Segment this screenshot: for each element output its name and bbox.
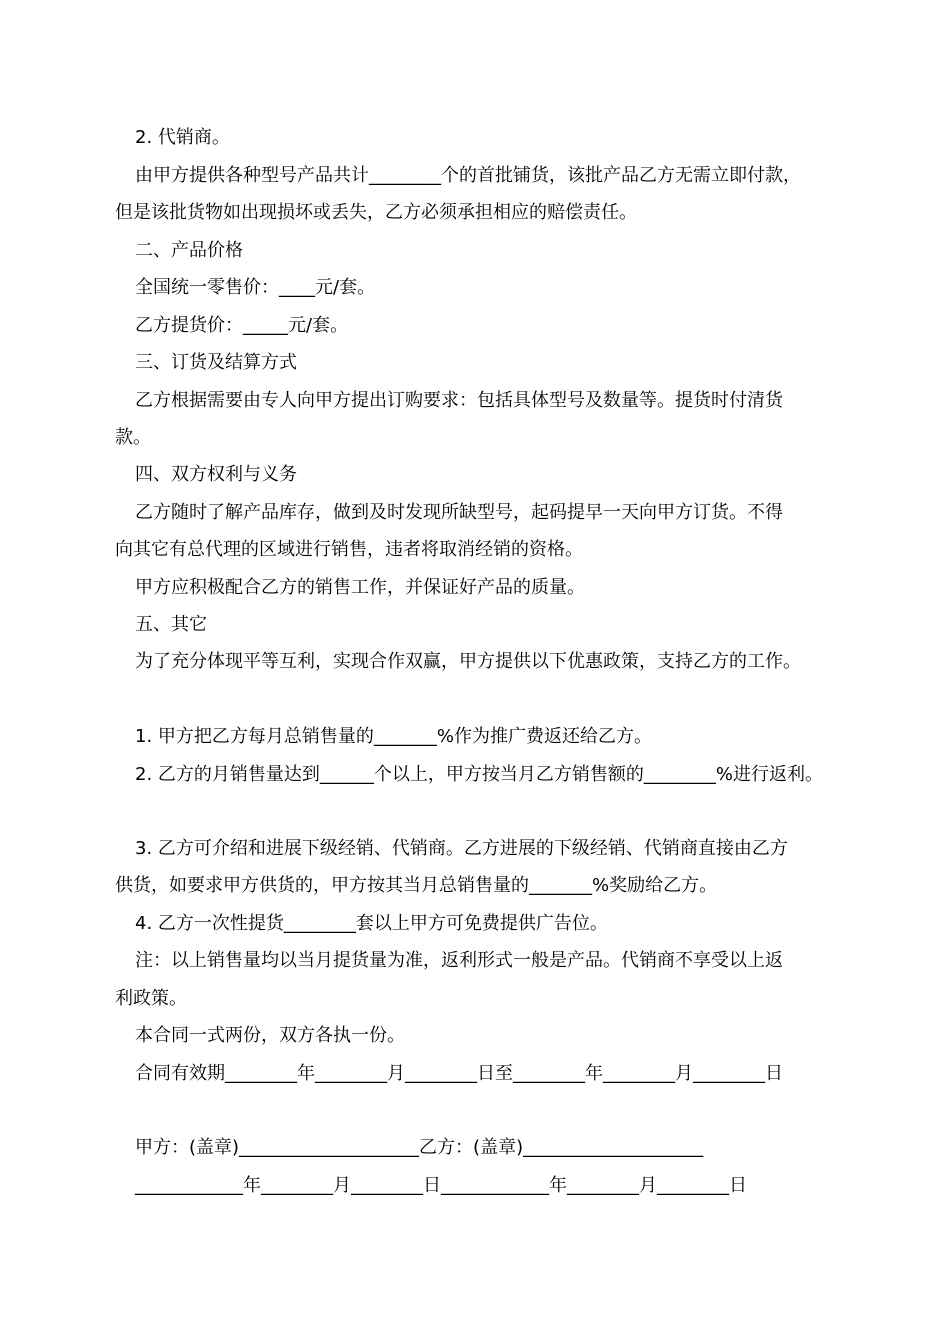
note-line: 注：以上销售量均以当月提货量为准，返利形式一般是产品。代销商不享受以上返: [135, 950, 783, 971]
paragraph-line: 甲方应积极配合乙方的销售工作，并保证好产品的质量。: [135, 577, 585, 598]
note-line: 利政策。: [115, 988, 187, 1009]
policy-item-4: 4. 乙方一次性提货________套以上甲方可免费提供广告位。: [135, 913, 608, 934]
paragraph-line: 款。: [115, 427, 151, 448]
paragraph-line: 供货，如要求甲方供货的，甲方按其当月总销售量的_______%奖励给乙方。: [115, 875, 718, 896]
signature-line: 甲方：(盖章)____________________乙方：(盖章)____________________: [135, 1137, 704, 1158]
section-heading-other: 五、其它: [135, 614, 207, 635]
paragraph-line: 乙方随时了解产品库存，做到及时发现所缺型号，起码提早一天向甲方订货。不得: [135, 502, 783, 523]
policy-item-2: 2. 乙方的月销售量达到______个以上，甲方按当月乙方销售额的________%进行返利。: [135, 764, 823, 785]
policy-item-3: 3. 乙方可介绍和进展下级经销、代销商。乙方进展的下级经销、代销商直接由乙方: [135, 838, 788, 859]
section-heading-ordering: 三、订货及结算方式: [135, 352, 297, 373]
policy-item-1: 1. 甲方把乙方每月总销售量的_______%作为推广费返还给乙方。: [135, 726, 652, 747]
paragraph-line: 向其它有总代理的区域进行销售，违者将取消经销的资格。: [115, 539, 583, 560]
copies-line: 本合同一式两份，双方各执一份。: [135, 1025, 405, 1046]
validity-period-line: 合同有效期________年________月________日至________年________月________日: [135, 1063, 783, 1084]
signature-date-line: ____________年________月________日____________年________月________日: [135, 1175, 747, 1196]
paragraph-line: 为了充分体现平等互利，实现合作双赢，甲方提供以下优惠政策，支持乙方的工作。: [135, 651, 801, 672]
paragraph-line: 但是该批货物如出现损坏或丢失，乙方必须承担相应的赔偿责任。: [115, 202, 637, 223]
paragraph-line: 乙方根据需要由专人向甲方提出订购要求：包括具体型号及数量等。提货时付清货: [135, 390, 783, 411]
pickup-price-line: 乙方提货价：_____元/套。: [135, 315, 349, 336]
section-heading-rights: 四、双方权利与义务: [135, 464, 297, 485]
paragraph-line: 由甲方提供各种型号产品共计________个的首批铺货，该批产品乙方无需立即付款，: [135, 165, 801, 186]
retail-price-line: 全国统一零售价：____元/套。: [135, 277, 376, 298]
section-heading-price: 二、产品价格: [135, 240, 243, 261]
section-item-2-title: 2. 代销商。: [135, 127, 230, 148]
